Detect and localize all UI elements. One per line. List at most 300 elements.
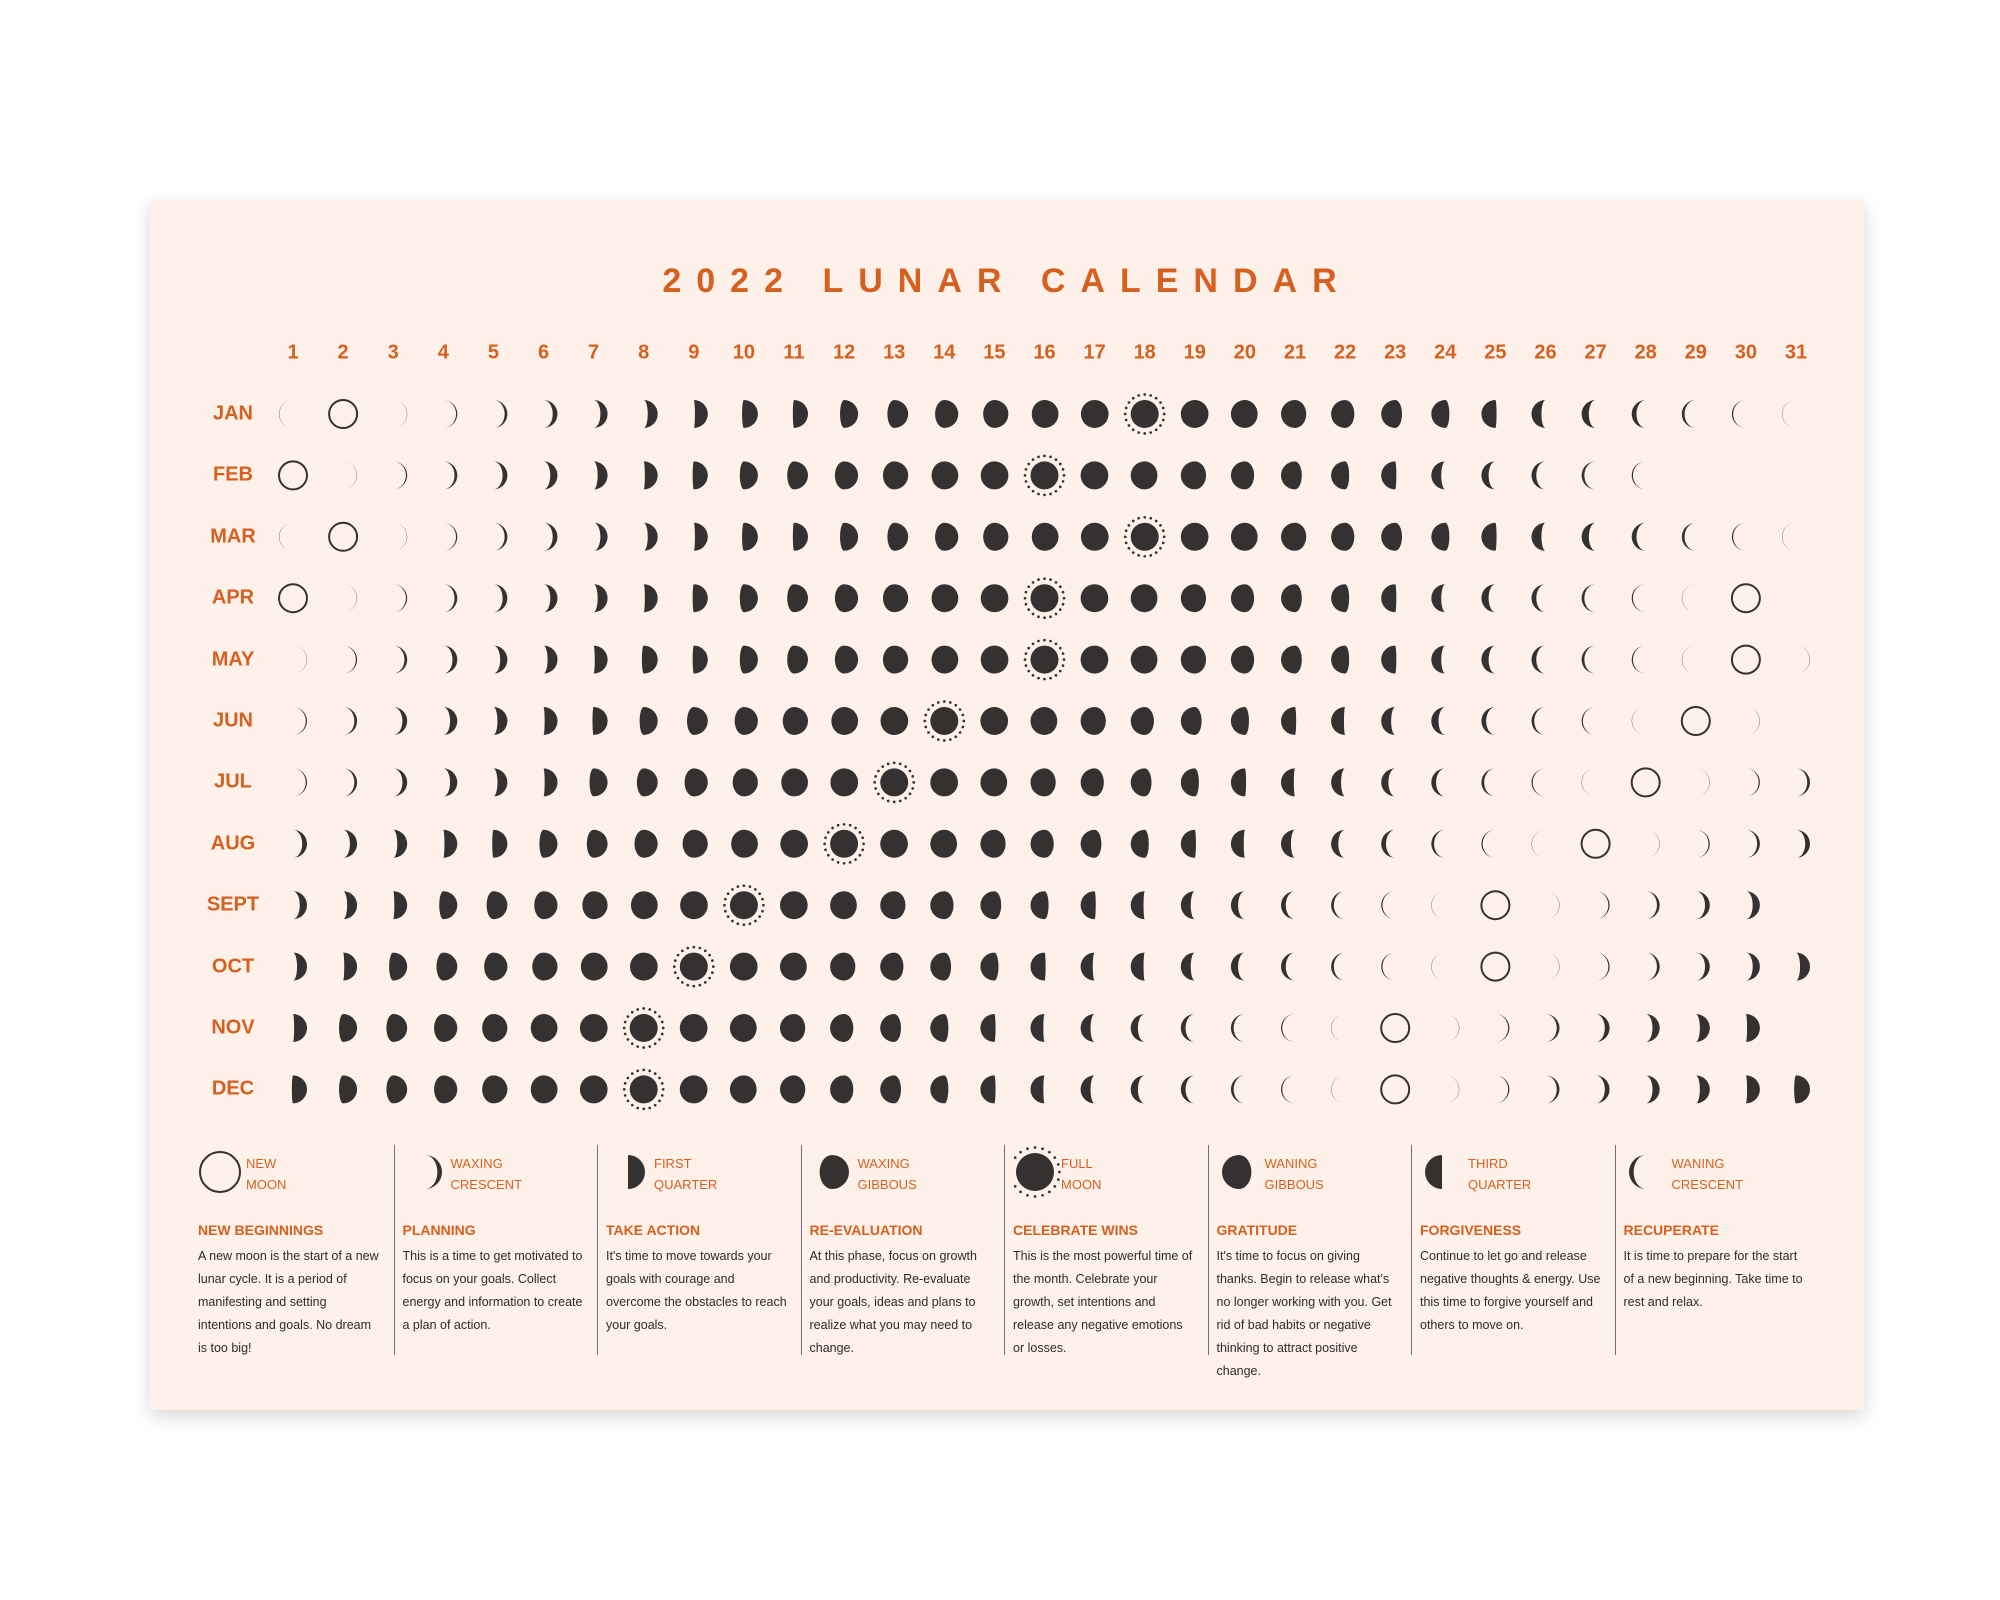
moon-phase-icon — [1632, 707, 1646, 735]
moon-phase-icon — [780, 1075, 805, 1103]
day-number: 5 — [487, 341, 499, 364]
moon-phase-icon — [532, 953, 557, 981]
moon-phase-icon — [980, 953, 998, 981]
moon-phase-icon — [1532, 707, 1546, 735]
moon-phase-icon — [935, 400, 958, 428]
waxing-crescent-moon-shape — [425, 1155, 442, 1189]
moon-phase-icon — [1582, 768, 1596, 796]
legend-phase-name — [1672, 1153, 1744, 1195]
waning-crescent-icon — [1624, 1145, 1678, 1199]
moon-phase-icon — [544, 584, 558, 612]
moon-phase-icon — [930, 891, 953, 919]
day-number: 1 — [287, 341, 299, 364]
moon-phase-icon — [793, 400, 808, 428]
moon-phase-icon — [484, 953, 507, 981]
moon-phase-icon — [1582, 523, 1596, 551]
moon-phase-icon — [594, 400, 608, 428]
moon-phase-icon — [1131, 646, 1158, 674]
moon-phase-icon — [279, 400, 293, 428]
moon-phase-icon — [339, 1075, 357, 1103]
moon-phase-icon — [293, 707, 307, 735]
moon-phase-icon — [590, 768, 608, 796]
full-moon-icon — [623, 1007, 665, 1049]
moon-phase-icon — [930, 1014, 948, 1042]
moon-phase-icon — [1281, 523, 1306, 551]
moon-phase-icon — [393, 646, 407, 674]
moon-phase-icon — [343, 707, 357, 735]
moon-phase-icon — [544, 523, 558, 551]
moon-phase-icon — [1381, 584, 1396, 612]
moon-phase-icon — [1081, 523, 1109, 551]
full-icon — [1013, 1145, 1067, 1199]
moon-phase-icon — [730, 953, 758, 981]
moon-phase-icon — [883, 584, 908, 612]
moon-phase-icon — [835, 461, 858, 489]
moon-phase-icon — [1281, 768, 1295, 796]
moon-phase-icon — [293, 953, 307, 981]
moon-phase-icon — [292, 1075, 307, 1103]
new-moon-icon — [1632, 768, 1660, 796]
moon-phase-icon — [1746, 891, 1760, 919]
moon-phase-icon — [1131, 1014, 1145, 1042]
moon-phase-icon — [1582, 461, 1596, 489]
day-number: 16 — [1033, 341, 1056, 364]
moon-phase-icon — [1331, 523, 1354, 551]
moon-phase-icon — [1481, 584, 1495, 612]
moon-phase-icon — [1231, 830, 1245, 858]
waning-crescent-moon-shape — [1629, 1155, 1646, 1189]
moon-phase-icon — [492, 830, 507, 858]
moon-phase-icon — [880, 891, 905, 919]
moon-phase-icon — [1596, 1014, 1610, 1042]
moon-phase-icon — [1181, 400, 1209, 428]
moon-phase-icon — [1331, 646, 1349, 674]
legend-full — [1004, 1145, 1197, 1355]
moon-phase-icon — [1081, 830, 1102, 858]
first-quarter-icon — [606, 1145, 660, 1199]
moon-phase-icon — [644, 461, 658, 489]
day-number: 27 — [1584, 341, 1607, 364]
moon-phase-icon — [1682, 646, 1696, 674]
moon-phase-icon — [1231, 461, 1254, 489]
legend-description: It's time to focus on giving thanks. Begin to release what's no longer working with you. Get rid of bad habits or negative thinking to attract positive change. — [1216, 1249, 1392, 1378]
moon-phase-icon — [393, 830, 407, 858]
new-moon-icon — [1682, 707, 1710, 735]
moon-phase-icon — [1796, 768, 1810, 796]
moon-phase-icon — [1782, 400, 1796, 428]
moon-phase-icon — [1331, 953, 1345, 981]
day-number: 26 — [1534, 341, 1557, 364]
moon-phase-icon — [1281, 953, 1295, 981]
moon-phase-icon — [393, 461, 407, 489]
moon-phase-icon — [493, 400, 507, 428]
moon-phase-icon — [1796, 830, 1810, 858]
legend-waxing-gibbous — [801, 1145, 994, 1355]
moon-phase-icon — [1231, 1075, 1245, 1103]
moon-phase-icon — [685, 768, 708, 796]
moon-phase-icon — [830, 768, 858, 796]
month-label-sept: SEPT — [206, 893, 260, 916]
moon-phase-icon — [1281, 461, 1302, 489]
moon-phase-icon — [1181, 1014, 1195, 1042]
moon-phase-icon — [1481, 830, 1495, 858]
moon-phase-icon — [393, 707, 407, 735]
moon-phase-icon — [587, 830, 608, 858]
moon-phase-icon — [393, 400, 407, 428]
moon-phase-icon — [1331, 891, 1345, 919]
moon-phase-icon — [980, 707, 1008, 735]
moon-phase-icon — [883, 646, 908, 674]
full-moon-icon — [723, 884, 765, 926]
day-number: 24 — [1434, 341, 1457, 364]
moon-phase-icon — [434, 1014, 457, 1042]
phase-name-line1: THIRD — [1468, 1156, 1508, 1171]
moon-phase-icon — [1181, 461, 1206, 489]
moon-phase-icon — [1495, 1075, 1509, 1103]
waxing-gibbous-moon-shape — [819, 1155, 848, 1189]
new-moon-icon — [329, 523, 357, 551]
moon-phase-icon — [443, 400, 457, 428]
moon-phase-icon — [1131, 1075, 1145, 1103]
calendar-title: 2022 LUNAR CALENDAR — [662, 262, 1352, 300]
moon-phase-icon — [1081, 891, 1096, 919]
new-moon-icon — [1732, 646, 1760, 674]
moon-phase-icon — [787, 461, 808, 489]
moon-phase-icon — [1181, 584, 1206, 612]
moon-phase-icon — [544, 707, 558, 735]
legend-theme: CELEBRATE WINS — [1013, 1222, 1138, 1238]
third-quarter-icon — [1420, 1145, 1474, 1199]
moon-phase-icon — [980, 830, 1005, 858]
moon-phase-icon — [443, 461, 457, 489]
moon-phase-icon — [1081, 1014, 1095, 1042]
moon-phase-icon — [1596, 1075, 1610, 1103]
legend-waning-crescent — [1615, 1145, 1808, 1355]
moon-phase-icon — [1131, 830, 1149, 858]
legend-new — [190, 1145, 382, 1355]
moon-phase-icon — [580, 1014, 608, 1042]
moon-phase-icon — [1231, 400, 1258, 428]
moon-phase-icon — [1281, 1014, 1295, 1042]
moon-phase-icon — [830, 953, 855, 981]
moon-phase-icon — [580, 1075, 608, 1103]
moon-phase-icon — [1381, 523, 1402, 551]
moon-phase-icon — [840, 400, 858, 428]
moon-phase-icon — [1231, 953, 1245, 981]
moon-phase-icon — [1431, 768, 1445, 796]
moon-phase-icon — [443, 707, 457, 735]
new-moon-icon — [279, 461, 307, 489]
legend-waxing-crescent — [394, 1145, 587, 1355]
day-number: 8 — [638, 341, 650, 364]
legend-phase-name — [1265, 1153, 1324, 1195]
moon-phase-icon — [1131, 584, 1158, 612]
moon-phase-icon — [343, 768, 357, 796]
moon-phase-icon — [1281, 830, 1295, 858]
full-moon-shape — [1013, 1146, 1061, 1198]
moon-phase-icon — [1032, 400, 1059, 428]
day-number: 13 — [883, 341, 906, 364]
moon-phase-icon — [343, 830, 357, 858]
moon-phase-icon — [393, 523, 407, 551]
moon-phase-icon — [693, 646, 708, 674]
moon-phase-icon — [781, 768, 808, 796]
moon-phase-icon — [1081, 584, 1109, 612]
moon-phase-icon — [493, 584, 507, 612]
moon-phase-icon — [1646, 830, 1660, 858]
moon-phase-icon — [1682, 400, 1696, 428]
phase-name-line2: GIBBOUS — [857, 1177, 917, 1192]
moon-phase-icon — [493, 523, 507, 551]
moon-phase-icon — [343, 461, 357, 489]
moon-phase-icon — [881, 707, 909, 735]
moon-phase-icon — [443, 584, 457, 612]
moon-phase-icon — [1331, 707, 1345, 735]
moon-phase-icon — [393, 891, 407, 919]
moon-phase-icon — [1632, 400, 1646, 428]
moon-phase-icon — [930, 830, 957, 858]
moon-phase-icon — [1331, 1014, 1345, 1042]
day-number: 12 — [832, 341, 856, 364]
moon-phase-icon — [437, 953, 458, 981]
month-label-dec: DEC — [211, 1077, 255, 1100]
moon-phase-icon — [831, 707, 858, 735]
moon-phase-icon — [1646, 1014, 1660, 1042]
moon-phase-icon — [393, 768, 407, 796]
day-number: 29 — [1684, 341, 1707, 364]
moon-phase-icon — [787, 584, 808, 612]
full-moon-icon — [1024, 639, 1066, 681]
moon-phase-icon — [443, 523, 457, 551]
phase-name-line1: WANING — [1671, 1156, 1725, 1171]
moon-phase-icon — [981, 584, 1009, 612]
moon-phase-icon — [1481, 646, 1495, 674]
moon-phase-icon — [1181, 523, 1209, 551]
day-number: 20 — [1233, 341, 1257, 364]
moon-phase-icon — [1532, 523, 1546, 551]
moon-phase-icon — [1081, 461, 1109, 489]
moon-phase-icon — [544, 646, 558, 674]
moon-phase-icon — [1632, 584, 1646, 612]
moon-phase-icon — [582, 891, 607, 919]
moon-phase-icon — [1131, 707, 1154, 735]
moon-phase-icon — [1596, 891, 1610, 919]
moon-phase-icon — [293, 768, 307, 796]
moon-phase-icon — [630, 953, 658, 981]
moon-phase-icon — [1381, 400, 1402, 428]
moon-phase-icon — [1732, 400, 1746, 428]
moon-phase-icon — [1696, 891, 1710, 919]
moon-phase-icon — [1794, 1075, 1810, 1103]
moon-phase-icon — [983, 400, 1008, 428]
moon-phase-icon — [393, 584, 407, 612]
moon-phase-icon — [880, 830, 908, 858]
moon-phase-icon — [1281, 400, 1306, 428]
moon-phase-icon — [1281, 707, 1296, 735]
moon-phase-icon — [1732, 523, 1746, 551]
moon-phase-icon — [1231, 891, 1245, 919]
moon-phase-icon — [637, 768, 658, 796]
new-moon-icon — [329, 400, 357, 428]
full-moon-icon — [623, 1069, 665, 1111]
moon-phase-icon — [1646, 1075, 1660, 1103]
day-number: 15 — [983, 341, 1006, 364]
moon-phase-icon — [1445, 1014, 1459, 1042]
moon-phase-icon — [594, 584, 608, 612]
day-number: 23 — [1384, 341, 1407, 364]
moon-phase-icon — [980, 1075, 995, 1103]
moon-phase-icon — [1281, 584, 1302, 612]
moon-phase-icon — [1746, 707, 1760, 735]
full-moon-icon — [1124, 393, 1166, 435]
moon-phase-icon — [830, 891, 857, 919]
moon-phase-icon — [887, 400, 908, 428]
moon-phase-icon — [694, 400, 708, 428]
moon-phase-icon — [1696, 768, 1710, 796]
moon-phase-icon — [1546, 1075, 1560, 1103]
day-number: 25 — [1484, 341, 1507, 364]
new-moon-icon — [1481, 953, 1509, 981]
moon-phase-icon — [1596, 953, 1610, 981]
phase-name-line2: MOON — [246, 1177, 287, 1192]
legend-waning-gibbous — [1208, 1145, 1401, 1378]
moon-phase-icon — [1782, 523, 1796, 551]
moon-phase-icon — [1582, 707, 1596, 735]
moon-phase-icon — [1081, 1075, 1095, 1103]
moon-phase-icon — [1281, 1075, 1295, 1103]
moon-phase-icon — [1081, 707, 1106, 735]
moon-phase-icon — [539, 830, 557, 858]
moon-phase-icon — [544, 461, 558, 489]
moon-phase-icon — [1532, 768, 1546, 796]
moon-phase-icon — [731, 830, 758, 858]
waxing-gibbous-icon — [810, 1145, 864, 1199]
moon-phase-icon — [740, 584, 758, 612]
new-icon — [198, 1145, 252, 1199]
new-moon-icon — [1381, 1075, 1409, 1103]
moon-phase-icon — [279, 523, 293, 551]
moon-phase-icon — [594, 461, 608, 489]
day-number: 30 — [1734, 341, 1758, 364]
legend-theme: NEW BEGINNINGS — [198, 1222, 324, 1238]
moon-phase-icon — [930, 768, 958, 796]
moon-phase-icon — [493, 768, 507, 796]
moon-phase-icon — [683, 830, 708, 858]
moon-phase-icon — [1532, 646, 1546, 674]
legend-description: This is the most powerful time of the month. Celebrate your growth, set intentions and release any negative emotions or losses. — [1013, 1249, 1193, 1355]
moon-phase-icon — [544, 768, 558, 796]
phase-name-line2: CRESCENT — [1671, 1177, 1744, 1192]
phase-name-line2: CRESCENT — [450, 1177, 523, 1192]
moon-phase-icon — [339, 1014, 357, 1042]
moon-phase-icon — [932, 646, 959, 674]
legend-phase-name — [1061, 1153, 1101, 1195]
moon-phase-icon — [730, 1014, 757, 1042]
legend-theme: TAKE ACTION — [606, 1222, 701, 1238]
moon-phase-icon — [1696, 1075, 1710, 1103]
moon-phase-icon — [386, 1014, 407, 1042]
moon-phase-icon — [594, 523, 608, 551]
phase-name-line2: MOON — [1061, 1177, 1102, 1192]
moon-phase-icon — [1481, 707, 1495, 735]
day-number: 3 — [387, 341, 399, 364]
day-number: 9 — [688, 341, 700, 364]
moon-phase-icon — [835, 584, 858, 612]
moon-phase-icon — [1431, 461, 1445, 489]
moon-phase-icon — [1031, 707, 1058, 735]
moon-phase-icon — [1431, 707, 1445, 735]
moon-phase-icon — [1381, 768, 1395, 796]
first-quarter-moon-shape — [628, 1155, 645, 1189]
moon-phase-icon — [1081, 953, 1095, 981]
moon-phase-icon — [534, 891, 557, 919]
day-number: 28 — [1634, 341, 1657, 364]
moon-phase-icon — [644, 400, 658, 428]
phase-name-line1: WAXING — [450, 1156, 503, 1171]
new-moon-icon — [1582, 830, 1610, 858]
moon-phase-icon — [830, 1075, 853, 1103]
month-label-jun: JUN — [212, 709, 254, 732]
waning-gibbous-moon-shape — [1222, 1155, 1251, 1189]
legend-description: Continue to let go and release negative thoughts & energy. Use this time to forgive yourself and others to move on. — [1420, 1249, 1601, 1332]
moon-phase-icon — [1331, 768, 1345, 796]
moon-phase-icon — [634, 830, 657, 858]
new-moon-icon — [1732, 584, 1760, 612]
moon-phase-icon — [1495, 1014, 1509, 1042]
moon-phase-icon — [1746, 953, 1760, 981]
moon-phase-icon — [1331, 584, 1349, 612]
moon-phase-icon — [1682, 523, 1696, 551]
moon-phase-icon — [930, 953, 951, 981]
moon-phase-icon — [1431, 523, 1449, 551]
moon-phase-icon — [981, 646, 1009, 674]
month-label-aug: AUG — [210, 832, 256, 855]
moon-phase-icon — [434, 1075, 457, 1103]
moon-phase-icon — [1031, 1014, 1045, 1042]
moon-phase-icon — [443, 768, 457, 796]
moon-phase-icon — [1646, 891, 1660, 919]
full-moon-icon — [1024, 577, 1066, 619]
moon-phase-icon — [983, 523, 1008, 551]
moon-phase-icon — [493, 707, 507, 735]
month-label-mar: MAR — [210, 525, 256, 548]
moon-phase-icon — [581, 953, 608, 981]
moon-phase-icon — [887, 523, 908, 551]
moon-phase-icon — [735, 707, 758, 735]
moon-phase-icon — [493, 646, 507, 674]
day-number: 18 — [1133, 341, 1156, 364]
moon-phase-icon — [1331, 400, 1354, 428]
moon-phase-icon — [1582, 584, 1596, 612]
moon-phase-icon — [293, 891, 307, 919]
phase-name-line1: FULL — [1061, 1156, 1093, 1171]
moon-phase-icon — [1481, 523, 1496, 551]
moon-phase-icon — [1431, 646, 1445, 674]
moon-phase-icon — [1431, 584, 1445, 612]
legend-description: At this phase, focus on growth and productivity. Re-evaluate your goals, ideas and plans to realize what you may need to change. — [809, 1249, 977, 1355]
moon-phase-icon — [343, 953, 357, 981]
legend-phase-name — [246, 1153, 286, 1195]
moon-phase-icon — [482, 1075, 507, 1103]
waning-gibbous-icon — [1217, 1145, 1271, 1199]
moon-phase-icon — [1582, 400, 1596, 428]
moon-phase-icon — [783, 707, 808, 735]
new-moon-icon — [1381, 1014, 1409, 1042]
moon-phase-icon — [742, 523, 758, 551]
moon-phase-icon — [1532, 584, 1546, 612]
legend-theme: RE-EVALUATION — [809, 1222, 923, 1238]
full-moon-icon — [1024, 455, 1066, 497]
